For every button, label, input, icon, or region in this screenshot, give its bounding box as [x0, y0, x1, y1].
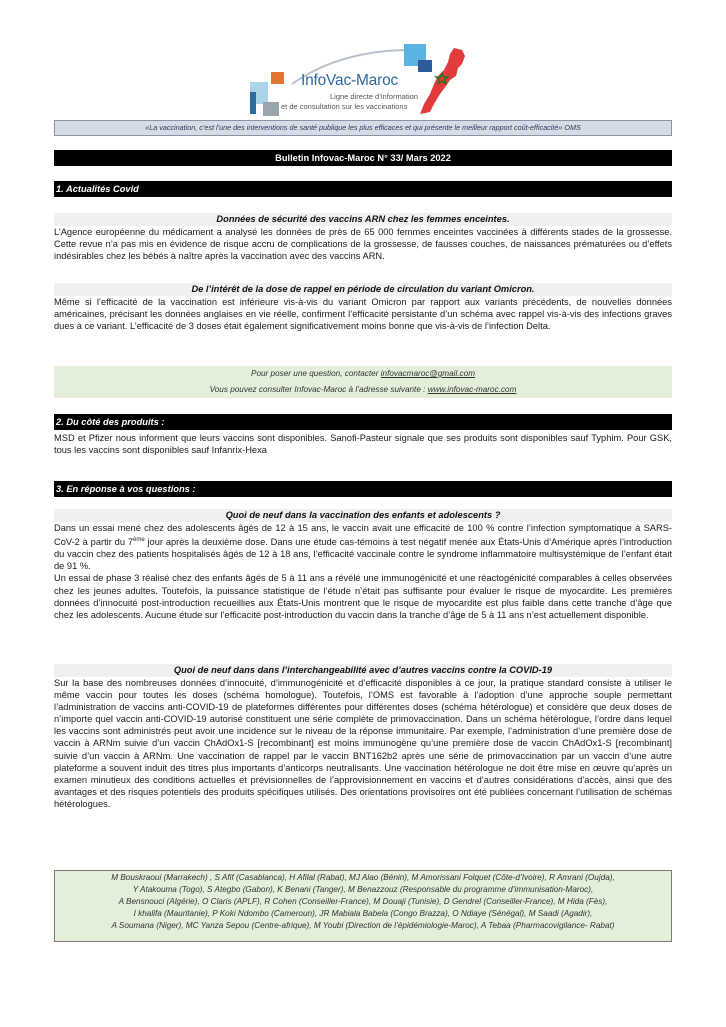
- authors-line: A Bensnouci (Algérie), O Claris (APLF), R Cohen (Conseiller-France), M Douaji (Tunisie), D Gendrel (Conseiller-France), M Hida (Fès),: [118, 897, 608, 906]
- section-1-header: 1. Actualités Covid: [54, 181, 672, 197]
- morocco-map-icon: [418, 46, 468, 116]
- authors-line: Y Atakouma (Togo), S Ategbo (Gabon), K Benani (Tanger), M Benazzouz (Responsable du programme d’immunisation-Maroc),: [132, 885, 594, 894]
- logo-subtitle-line2: et de consultation sur les vaccinations: [281, 102, 408, 111]
- oms-quote-banner: «La vaccination, c’est l’une des interventions de santé publique les plus efficaces et qui présente le meilleur rapport coût-efficacité» OMS: [54, 120, 672, 136]
- section-3-header: 3. En réponse à vos questions :: [54, 481, 672, 497]
- contact-email-link[interactable]: infovacmaroc@gmail.com: [380, 369, 476, 378]
- contact-box: [54, 366, 672, 398]
- logo-title: InfoVac-Maroc: [301, 72, 399, 89]
- logo-subtitle-line1: Ligne directe d’information: [330, 92, 418, 101]
- authors-line: A Soumana (Niger), MC Yanza Sepou (Centre-afrique), M Youbi (Direction de l’épidémiologie-Maroc), A Tebaa (Pharmacovigilance- Rabat): [111, 921, 615, 930]
- article-body-pregnancy: L’Agence européenne du médicament a analysé les données de près de 65 000 femmes enceintes vaccinées à différents stades de la grossesse. Cette revue n’a pas mis en évidence de risque accru de complications de la grossesse, de fausses couches, de naissances prématurées ou d’effets indésirables chez les bébés à naître après la vaccination avec des vaccins ARN.: [54, 227, 672, 262]
- article-heading-children: Quoi de neuf dans la vaccination des enfants et adolescents ?: [54, 509, 672, 522]
- article-heading-interchangeability: Quoi de neuf dans dans l’interchangeabilité avec d’autres vaccins contre la COVID-19: [54, 664, 672, 677]
- article-heading-pregnancy: Données de sécurité des vaccins ARN chez les femmes enceintes.: [54, 213, 672, 226]
- article-body-children: Dans un essai mené chez des adolescents âgés de 12 à 15 ans, le vaccin avait une efficacité de 100 % contre l’infection symptomatique à SARS-CoV-2 à partir du 7ème jour après la deuxième dose. Dans une étude cas-témoins à test négatif menée aux États-Unis d’Amérique après l’introduction du vaccin chez des patients hospitalisés âgés de 12 à 18 ans, l’efficacité vaccinale contre le syndrome inflammatoire multisystémique de l’enfant était de 91 %. Un essai de phase 3 réalisé chez des enfants âgés de 5 à 11 ans a révélé une immunogénicité et une réactogénicité comparables à celles observées chez les jeunes adultes. Toutefois, la puissance statistique de l’étude n’était pas suffisante pour évaluer le risque de myocardite. Les premières données d’innocuité post-introduction recueillies aux États-Unis montrent que le risque de myocardite est plus faible dans cette tranche d’âge que chez les adolescents. Aucune étude sur l’efficacité post-introduction du vaccin dans la tranche d’âge de 5 à 11 ans n’est actuellement disponible.: [54, 523, 672, 620]
- website-link[interactable]: www.infovac-maroc.com: [427, 385, 517, 394]
- article-body-omicron-booster: Même si l’efficacité de la vaccination est inférieure vis-à-vis du variant Omicron par rapport aux variants précédents, de nouvelles données américaines, précisant les données anglaises en vie réelle, confirment l’efficacité persistante d’un schéma avec rappel vis-à-vis des infections graves dues à ce variant. L’efficacité de 3 doses était également significativement moins bonne que vis-à-vis de l’infection Delta.: [54, 297, 672, 332]
- authors-box: [54, 870, 672, 942]
- products-availability-text: MSD et Pfizer nous informent que leurs vaccins sont disponibles. Sanofi-Pasteur signale que ses produits sont disponibles sauf Typhim. Pour GSK, tous les vaccins sont disponibles sauf Infanrix-Hexa: [54, 433, 672, 456]
- section-2-header: 2. Du côté des produits :: [54, 414, 672, 430]
- article-body-children-phase3: Un essai de phase 3 réalisé chez des enfants âgés de 5 à 11 ans a révélé une immunogénicité et une réactogénicité comparables à celles observées chez les jeunes adultes. Toutefois, la puissance statistique de l’étude n’était pas suffisante pour évaluer le risque de myocardite. Les premières données d’innocuité post-introduction recueillies aux États-Unis montrent que le risque de myocardite est plus faible dans cette tranche d’âge que chez les adolescents. Aucune étude sur l’efficacité post-introduction du vaccin dans la tranche d’âge de 5 à 11 ans n’est actuellement disponible.: [54, 573, 672, 620]
- article-heading-omicron-booster: De l’intérêt de la dose de rappel en période de circulation du variant Omicron.: [54, 283, 672, 296]
- contact-website-line: Vous pouvez consulter Infovac-Maroc à l’adresse suivante : www.infovac-maroc.com: [209, 385, 517, 394]
- authors-line: M Bouskraoui (Marrakech) , S Afif (Casablanca), H Afilal (Rabat), MJ Alao (Bénin), M Amorissani Folquet (Côte-d’Ivoire), R Amrani (Oujda),: [111, 873, 615, 882]
- article-body-interchangeability: Sur la base des nombreuses données d’innocuité, d’immunogénicité et d’efficacité disponibles à ce jour, la pratique standard consiste à utiliser le même vaccin pour toutes les doses (schéma homologue). Toutefois, l’OMS est favorable à l’adoption d’une approche souple permettant l’administration de vaccins anti-COVID-19 de plateformes différentes pour différentes doses (schéma hétérologue) et considère que deux doses de n’importe quel vaccin anti-COVID-19 autorisé constituent une série complète de primovaccination. Dans un schéma hétérologue, l’ordre dans lequel les vaccins sont administrés peut avoir une incidence sur le niveau de la réponse immunitaire. Par exemple, l’administration d’une première dose de vaccin à ARNm suivie d’un vaccin ChAdOx1-S [recombinant] est moins immunogène qu’une première dose de vaccin ChAdOx1-S [recombinant] suivie d’un vaccin à ARNm. Une vaccination de rappel par le vaccin BNT162b2 après une série de primovaccination par un vaccin d’une autre plateforme a souvent induit des titres plus importants d’anticorps neutralisants. Une vaccination hétérologue ne doit être mise en œuvre qu’après un examen minutieux des conditions actuelles et prévisionnelles de l’approvisionnement en vaccins et d’autres considérations d’accès, ainsi que des avantages et des risques potentiels des produits spécifiques utilisés. Des orientations provisoires ont été publiées concernant l’utilisation de schémas hétérologues.: [54, 678, 672, 809]
- authors-line: I khalifa (Mauritanie), P Koki Ndombo (Cameroun), JR Mabiala Babela (Congo Brazza), O Ndiaye (Sénégal), M Saadi (Agadir),: [133, 909, 593, 918]
- contact-question-line: Pour poser une question, contacter infovacmaroc@gmail.com: [250, 369, 476, 378]
- bulletin-title: Bulletin Infovac-Maroc N° 33/ Mars 2022: [54, 150, 672, 166]
